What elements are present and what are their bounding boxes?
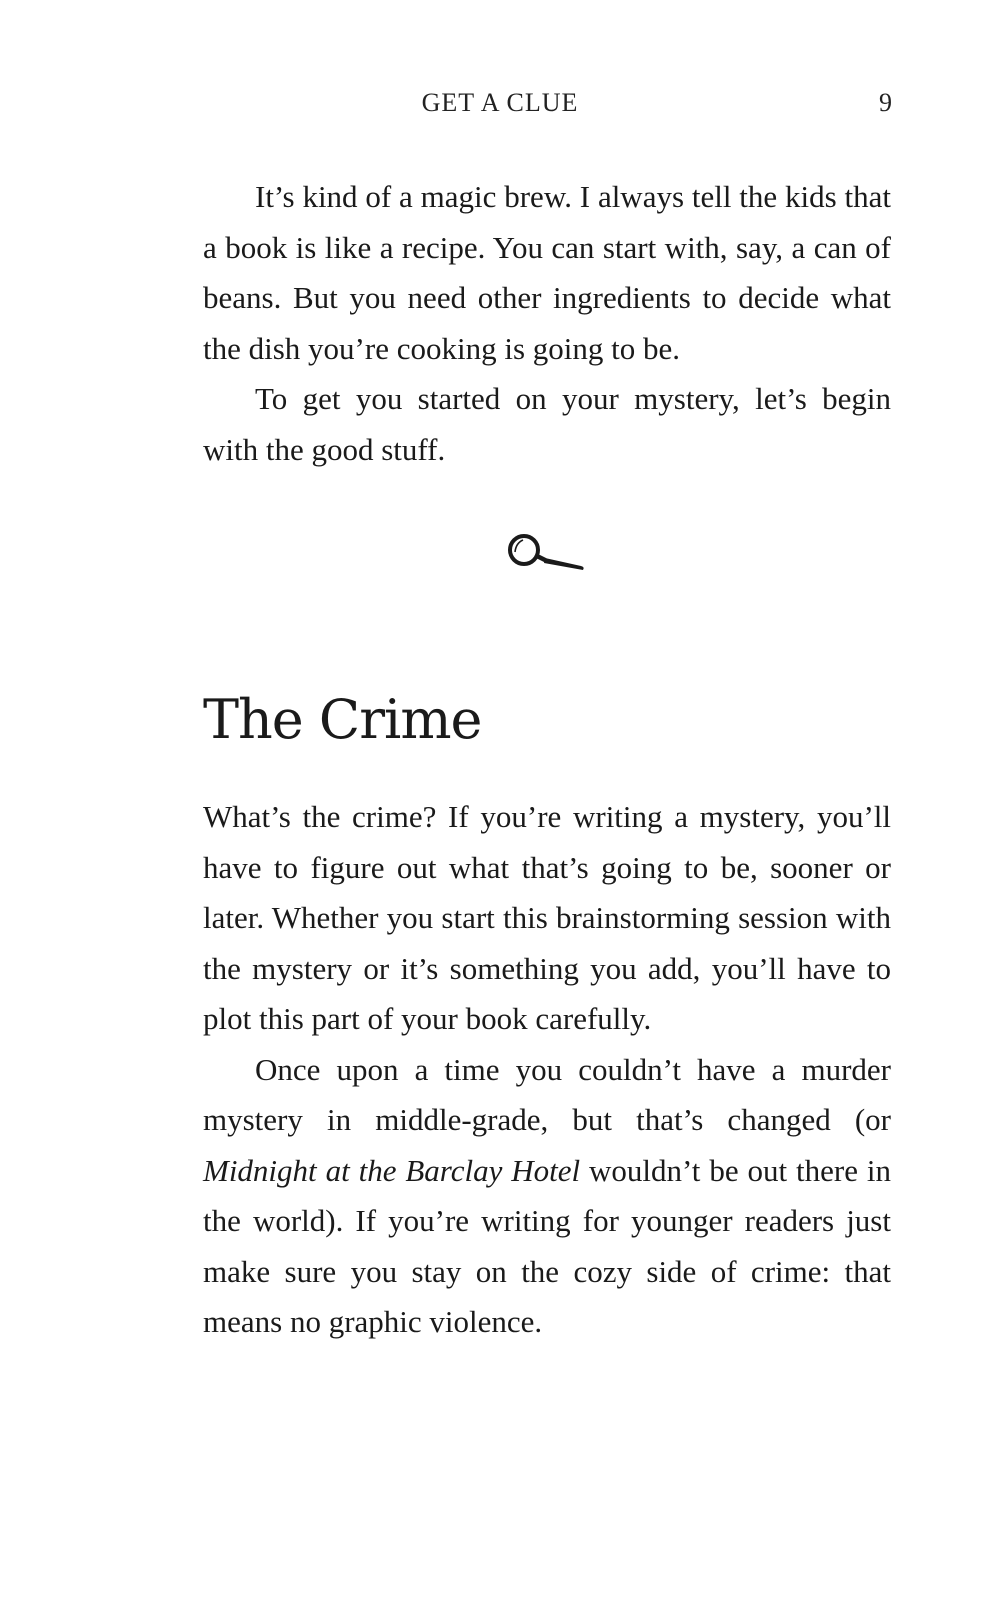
running-head <box>0 88 1000 122</box>
section-heading: The Crime <box>203 688 482 751</box>
intro-paragraph-1: It’s kind of a magic brew. I always tell the kids that a book is like a recipe. You can start with, say, a can of beans. But you need other ingredients to decide what the dish you’re cooking is going to be. <box>203 179 891 366</box>
section-body <box>203 792 891 1348</box>
intro-text <box>203 172 891 475</box>
section-paragraph-2-text-before: Once upon a time you couldn’t have a murder mystery in middle-grade, but that’s changed (or <box>203 1051 891 1137</box>
book-title: Midnight at the Barclay Hotel <box>203 1152 581 1188</box>
running-title: GET A CLUE <box>421 88 579 117</box>
magnifying-glass-icon <box>508 532 594 580</box>
magnifying-glass-svg <box>508 532 594 580</box>
section-paragraph-2 <box>203 1045 891 1348</box>
section-paragraph-1: What’s the crime? If you’re writing a mystery, you’ll have to figure out what that’s going to be, sooner or later. Whether you start this brainstorming session with the mystery or it’s something you add, you’ll have to plot this part of your book carefully. <box>203 799 891 1036</box>
section-paragraph-2-text-after: wouldn’t be out there in the world). If you’re writing for younger readers just make sure you stay on the cozy side of crime: that means no graphic violence. <box>203 1152 891 1339</box>
intro-paragraph-2: To get you started on your mystery, let’s begin with the good stuff. <box>203 381 891 467</box>
page-number: 9 <box>879 88 892 117</box>
